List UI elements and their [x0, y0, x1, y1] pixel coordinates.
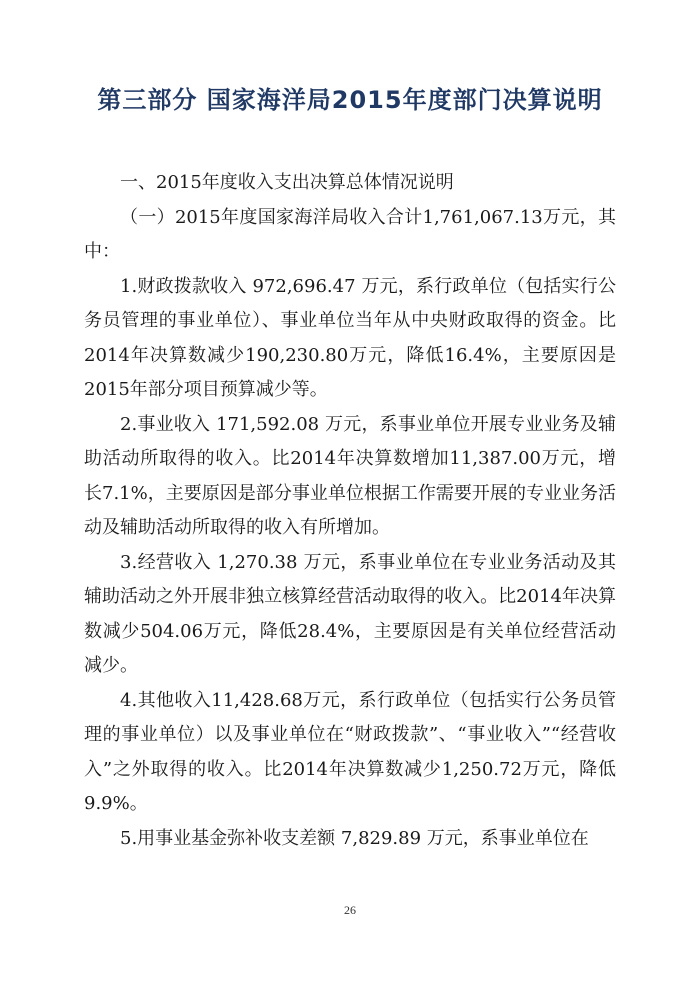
paragraph-operating-income: 3.经营收入 1,270.38 万元，系事业单位在专业业务活动及其辅助活动之外开展非独立核算经营活动取得的收入。比2014年决算数减少504.06万元，降低28.4%，主要原因是有关单位经营活动减少。	[84, 551, 616, 676]
paragraph-total-income: （一）2015年度国家海洋局收入合计1,761,067.13万元，其中：	[84, 206, 616, 262]
section-heading: 一、2015年度收入支出决算总体情况说明	[120, 172, 454, 193]
document-body	[84, 166, 616, 856]
page-title: 第三部分 国家海洋局2015年度部门决算说明	[97, 86, 603, 114]
page-number: 26	[344, 903, 356, 917]
paragraph-business-income: 2.事业收入 171,592.08 万元，系事业单位开展专业业务及辅助活动所取得的收入。比2014年决算数增加11,387.00万元，增长7.1%，主要原因是部分事业单位根据工作需要开展的专业业务活动及辅助活动所取得的收入有所增加。	[84, 413, 616, 538]
paragraph-fiscal-appropriation: 1.财政拨款收入 972,696.47 万元，系行政单位（包括实行公务员管理的事业单位）、事业单位当年从中央财政取得的资金。比2014年决算数减少190,230.80万元，降低16.4%，主要原因是2015年部分项目预算减少等。	[84, 275, 616, 400]
paragraph-business-fund: 5.用事业基金弥补收支差额 7,829.89 万元，系事业单位在	[120, 827, 589, 849]
paragraph-other-income: 4.其他收入11,428.68万元，系行政单位（包括实行公务员管理的事业单位）以及事业单位在“财政拨款”、“事业收入”“经营收入”之外取得的收入。比2014年决算数减少1,250.72万元，降低9.9%。	[84, 689, 616, 814]
